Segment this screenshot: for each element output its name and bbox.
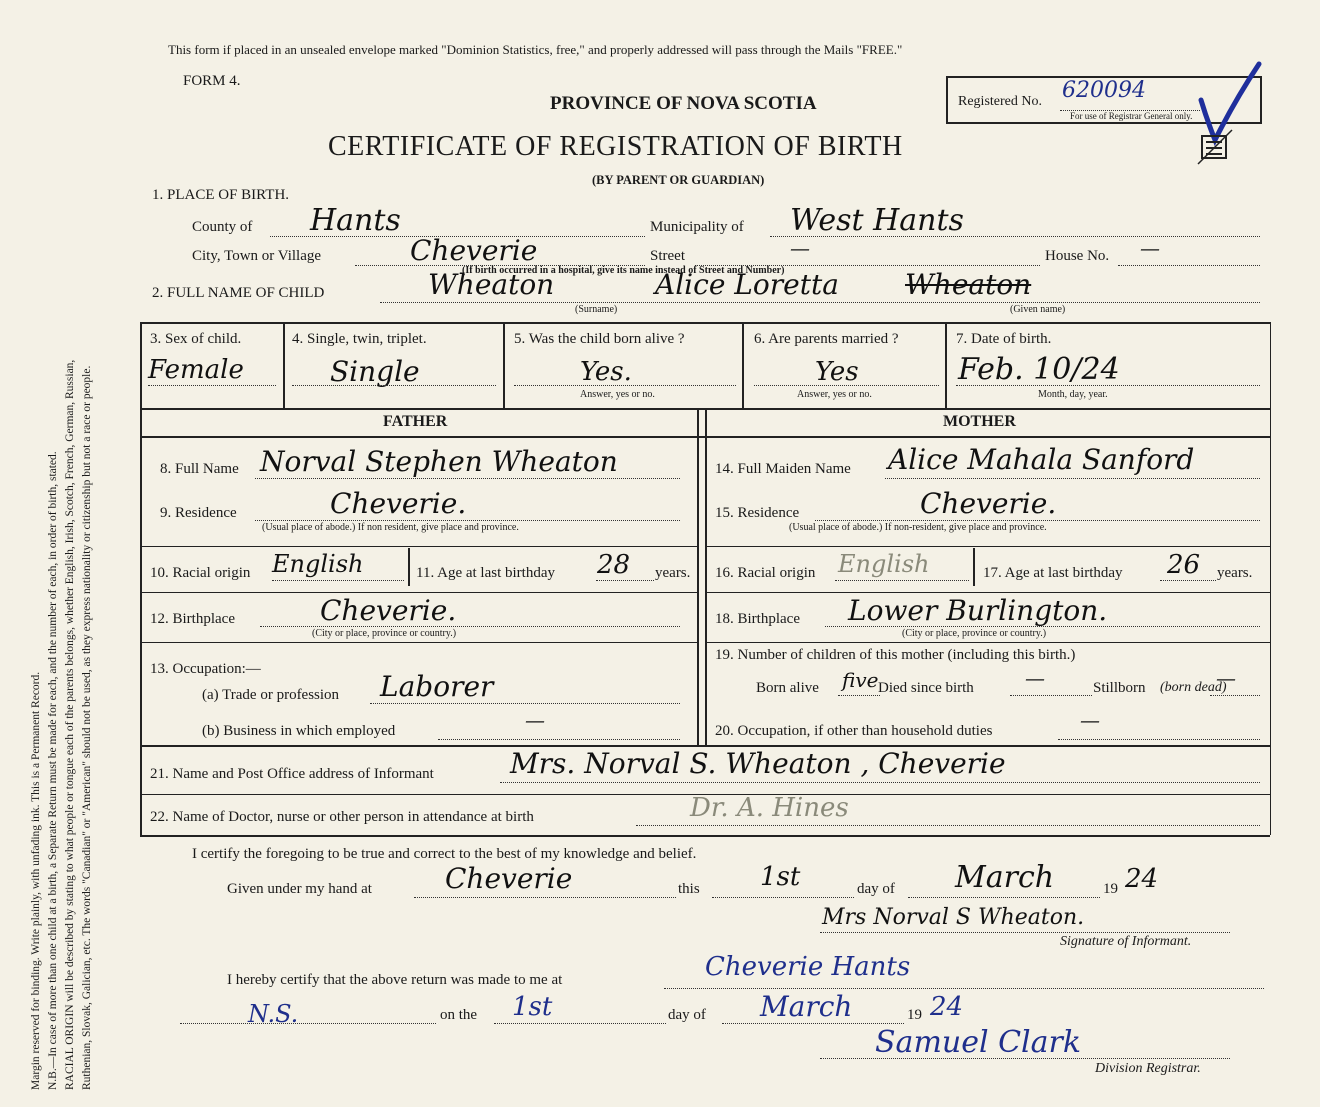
married-value: Yes: [815, 357, 859, 387]
mother-birthplace-note: (City or place, province or country.): [902, 628, 1047, 639]
father-trade-label: (a) Trade or profession: [202, 687, 340, 703]
surname-note: (Surname): [575, 304, 618, 315]
doctor-label: 22. Name of Doctor, nurse or other person in attendance at birth: [150, 809, 534, 825]
mother-age-value: 26: [1167, 550, 1201, 580]
alive-note: Answer, yes or no.: [580, 389, 655, 400]
father-name-label: 8. Full Name: [160, 461, 239, 477]
sex-value: Female: [148, 355, 244, 385]
single-value: Single: [330, 355, 420, 388]
married-label: 6. Are parents married ?: [754, 331, 899, 347]
father-business-label: (b) Business in which employed: [202, 723, 396, 739]
father-name-value: Norval Stephen Wheaton: [260, 445, 618, 478]
informant-label: 21. Name and Post Office address of Informant: [150, 766, 434, 782]
this-label: this: [678, 881, 700, 897]
certify-year-prefix: 19: [1103, 881, 1118, 897]
stillborn-note: (born dead): [1160, 680, 1227, 695]
certify-day-value: 1st: [760, 862, 801, 892]
born-alive-value: five: [842, 668, 879, 692]
registrar-day-value: 1st: [512, 992, 553, 1022]
mother-age-label: 17. Age at last birthday: [983, 565, 1123, 581]
registrar-month-value: March: [760, 990, 853, 1023]
city-label: City, Town or Village: [192, 248, 322, 264]
certify-year-value: 24: [1125, 864, 1159, 894]
city-value: Cheverie: [410, 234, 538, 267]
born-alive-label: Born alive: [756, 680, 819, 696]
registrar-signature-label: Division Registrar.: [1095, 1061, 1201, 1076]
child-surname: Wheaton: [428, 268, 555, 301]
died-label: Died since birth: [878, 680, 974, 696]
margin-line-1: Margin reserved for binding. Write plainly, with unfading ink. This is a Permanent Record.: [30, 671, 42, 1090]
registrar-year-value: 24: [930, 992, 964, 1022]
sex-label: 3. Sex of child.: [150, 331, 242, 347]
father-occupation-label: 13. Occupation:—: [150, 661, 261, 677]
died-value: —: [1025, 666, 1045, 690]
registrar-day-of-label: day of: [668, 1007, 706, 1023]
form-number: FORM 4.: [183, 73, 241, 89]
dob-note: Month, day, year.: [1038, 389, 1108, 400]
margin-line-3: RACIAL ORIGIN will be described by stating to what people or tongue each of the parents belongs, whether English, Irish, Scotch, French, German, Russian,: [64, 359, 76, 1090]
street-value: —: [790, 236, 810, 260]
father-trade-value: Laborer: [380, 670, 494, 703]
certify-statement: I certify the foregoing to be true and correct to the best of my knowledge and belief.: [192, 846, 697, 862]
father-birthplace-value: Cheverie.: [320, 594, 457, 627]
place-heading: 1. PLACE OF BIRTH.: [152, 187, 290, 203]
father-birthplace-note: (City or place, province or country.): [312, 628, 457, 639]
stillborn-label: Stillborn: [1093, 680, 1146, 696]
father-birthplace-label: 12. Birthplace: [150, 611, 235, 627]
stamp-icon: [1196, 128, 1236, 168]
child-struck-name: Wheaton: [905, 268, 1032, 301]
mother-name-label: 14. Full Maiden Name: [715, 461, 851, 477]
mother-occupation-label: 20. Occupation, if other than household duties: [715, 723, 993, 739]
registrar-on-label: on the: [440, 1007, 478, 1023]
father-heading: FATHER: [383, 413, 448, 430]
mother-name-value: Alice Mahala Sanford: [888, 443, 1195, 476]
municipality-value: West Hants: [790, 203, 964, 238]
father-residence-label: 9. Residence: [160, 505, 237, 521]
doctor-value: Dr. A. Hines: [690, 793, 849, 823]
hospital-note: (If birth occurred in a hospital, give its name instead of Street and Number): [462, 265, 785, 276]
street-label: Street: [650, 248, 685, 264]
county-label: County of: [192, 219, 253, 235]
mother-occupation-value: —: [1080, 708, 1100, 732]
registrar-statement: I hereby certify that the above return was made to me at: [227, 972, 563, 988]
margin-line-4: Ruthenian, Slovak, Galician, etc. The words "Canadian" or "American" should not be used, as they express nationality or citizenship but not a race or people.: [81, 365, 93, 1090]
registered-label: Registered No.: [958, 94, 1042, 109]
certificate-title: CERTIFICATE OF REGISTRATION OF BIRTH: [328, 131, 903, 162]
alive-label: 5. Was the child born alive ?: [514, 331, 685, 347]
informant-value: Mrs. Norval S. Wheaton , Cheverie: [510, 747, 1006, 780]
certify-month-value: March: [955, 860, 1055, 895]
father-residence-value: Cheverie.: [330, 487, 467, 520]
county-value: Hants: [310, 203, 401, 238]
registrar-province-value: N.S.: [248, 1000, 299, 1028]
mother-children-label: 19. Number of children of this mother (including this birth.): [715, 647, 1076, 663]
mother-residence-label: 15. Residence: [715, 505, 800, 521]
stillborn-value: —: [1216, 666, 1236, 690]
mother-racial-value: English: [838, 550, 930, 578]
given-under-label: Given under my hand at: [227, 881, 372, 897]
registrar-note: For use of Registrar General only.: [1070, 111, 1193, 121]
child-given-name: Alice Loretta: [655, 268, 839, 301]
father-age-label: 11. Age at last birthday: [416, 565, 555, 581]
mother-years: years.: [1217, 565, 1253, 581]
child-name-label: 2. FULL NAME OF CHILD: [152, 285, 325, 301]
registrar-place-value: Cheverie Hants: [705, 952, 911, 982]
father-age-value: 28: [597, 550, 631, 580]
house-label: House No.: [1045, 248, 1110, 264]
mother-heading: MOTHER: [943, 413, 1016, 430]
municipality-label: Municipality of: [650, 219, 744, 235]
registered-number: 620094: [1062, 78, 1146, 103]
mother-birthplace-label: 18. Birthplace: [715, 611, 800, 627]
father-years: years.: [655, 565, 691, 581]
registrar-year-prefix: 19: [907, 1007, 922, 1023]
informant-signature-label: Signature of Informant.: [1060, 934, 1192, 949]
certificate-subtitle: (BY PARENT OR GUARDIAN): [592, 173, 765, 187]
mother-residence-note: (Usual place of abode.) If non-resident, give place and province.: [789, 522, 1047, 533]
father-racial-label: 10. Racial origin: [150, 565, 251, 581]
margin-line-2: N.B.—In case of more than one child at a birth, a Separate Return must be made for each, and the number of each, in order of birth, stated.: [47, 451, 59, 1090]
father-racial-value: English: [272, 550, 364, 578]
registrar-signature: Samuel Clark: [875, 1025, 1082, 1060]
province-heading: PROVINCE OF NOVA SCOTIA: [550, 93, 817, 114]
alive-value: Yes.: [580, 357, 632, 387]
informant-signature: Mrs Norval S Wheaton.: [822, 905, 1085, 930]
given-note: (Given name): [1010, 304, 1066, 315]
mother-racial-label: 16. Racial origin: [715, 565, 816, 581]
married-note: Answer, yes or no.: [797, 389, 872, 400]
mother-birthplace-value: Lower Burlington.: [848, 594, 1108, 627]
father-residence-note: (Usual place of abode.) If non resident, give place and province.: [262, 522, 519, 533]
dob-label: 7. Date of birth.: [956, 331, 1052, 347]
mail-notice: This form if placed in an unsealed envelope marked "Dominion Statistics, free," and properly addressed will pass through the Mails "FREE.": [168, 42, 903, 57]
single-label: 4. Single, twin, triplet.: [292, 331, 427, 347]
father-business-value: —: [525, 708, 545, 732]
certify-day-of-label: day of: [857, 881, 895, 897]
mother-residence-value: Cheverie.: [920, 487, 1057, 520]
house-value: —: [1140, 236, 1160, 260]
margin-notes: [28, 10, 138, 1100]
dob-value: Feb. 10/24: [958, 352, 1120, 387]
given-place-value: Cheverie: [445, 862, 573, 895]
